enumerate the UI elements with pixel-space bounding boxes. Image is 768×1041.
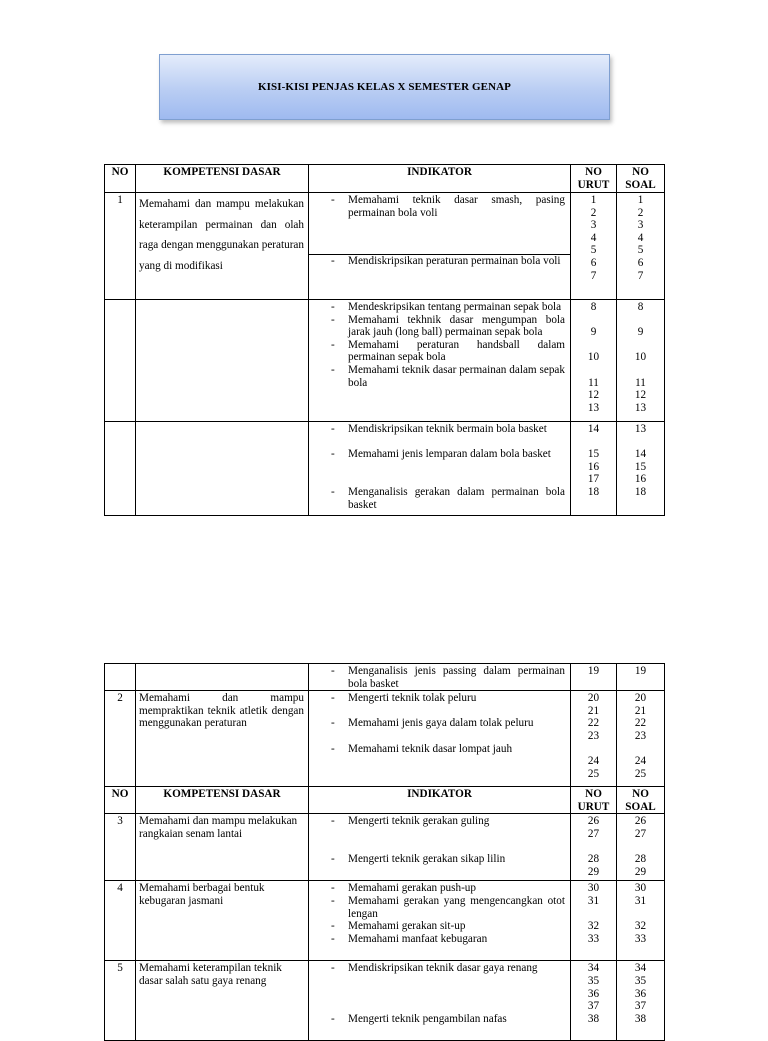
no-urut-cell xyxy=(571,691,617,787)
no-soal-value: 16 xyxy=(634,473,647,486)
spacer xyxy=(309,828,570,841)
no-urut-cell xyxy=(571,881,617,961)
no-soal-value: 12 xyxy=(634,389,647,402)
no-soal-value: 2 xyxy=(637,206,644,219)
no-soal-value: 27 xyxy=(634,827,647,840)
no-urut-value: 3 xyxy=(590,219,597,232)
indikator-cell xyxy=(309,300,571,422)
spacer xyxy=(309,975,570,988)
no-urut-value xyxy=(571,339,616,352)
indikator-item: - Mendiskripsikan teknik dasar gaya renang xyxy=(309,962,570,975)
no-urut-value xyxy=(571,908,616,921)
no-urut-value: 4 xyxy=(590,231,597,244)
indikator-item: - Memahami manfaat kebugaran xyxy=(309,933,570,946)
header-row xyxy=(105,787,665,814)
no-soal-value: 25 xyxy=(634,767,647,780)
no-urut-cell xyxy=(571,193,617,300)
spacer xyxy=(309,1000,570,1013)
no-soal-value: 23 xyxy=(634,729,647,742)
indikator-item: - Memahami peraturan handsball dalam permainan sepak bola xyxy=(309,339,570,364)
indikator-item: - Mendiskripsikan teknik bermain bola basket xyxy=(309,423,570,436)
indikator-item: - Memahami teknik dasar permainan dalam sepak bola xyxy=(309,364,570,389)
no-soal-value: 31 xyxy=(634,894,647,907)
no-soal-value: 38 xyxy=(634,1012,647,1025)
no-urut-value xyxy=(571,841,616,854)
no-soal-value: 13 xyxy=(634,401,647,414)
header-row xyxy=(105,165,665,193)
no-urut-value: 14 xyxy=(587,423,600,435)
no-urut-value: 33 xyxy=(587,932,600,945)
no-soal-value xyxy=(617,339,664,352)
no-urut-value: 8 xyxy=(590,301,597,313)
indikator-cell xyxy=(309,814,571,881)
indikator-item: - Memahami teknik dasar smash, pasing permainan bola voli xyxy=(309,194,570,219)
no-urut-value: 17 xyxy=(587,473,600,486)
no-urut-value: 13 xyxy=(587,401,600,414)
no-urut-value xyxy=(571,743,616,756)
kompetensi-cell: Memahami dan mampu mempraktikan teknik atletik dengan menggunakan peraturan xyxy=(136,691,309,787)
no-soal-value xyxy=(617,314,664,327)
no-urut-value: 15 xyxy=(587,448,600,461)
indikator-item: - Memahami gerakan push-up xyxy=(309,882,570,895)
no-soal-value: 4 xyxy=(637,231,644,244)
indikator-item: - Memahami gerakan sit-up xyxy=(309,920,570,933)
indikator-cell xyxy=(309,961,571,1041)
indikator-item: - Mengerti teknik gerakan sikap lilin xyxy=(309,853,570,866)
no-soal-value: 30 xyxy=(634,882,647,895)
indikator-item: - Mengerti teknik gerakan guling xyxy=(309,815,570,828)
spacer xyxy=(309,461,570,474)
no-urut-value: 7 xyxy=(590,269,597,282)
no-urut-value: 21 xyxy=(587,704,600,717)
no-soal-value: 18 xyxy=(634,485,647,498)
header-indikator: INDIKATOR xyxy=(309,787,571,814)
no-soal-value: 11 xyxy=(635,376,646,389)
header-no-soal: NO SOAL xyxy=(617,165,665,193)
header-no: NO xyxy=(105,787,136,814)
no-soal-value: 29 xyxy=(634,865,647,878)
no-soal-value xyxy=(617,841,664,854)
no-urut-value: 29 xyxy=(587,865,600,878)
title-box xyxy=(159,54,610,120)
no-urut-value: 12 xyxy=(587,389,600,402)
no-soal-cell xyxy=(617,300,665,422)
indikator-cell xyxy=(309,193,571,300)
table-row xyxy=(105,691,665,787)
no-soal-value: 6 xyxy=(637,256,644,269)
no-soal-value: 24 xyxy=(634,755,647,768)
no-soal-value: 34 xyxy=(634,962,647,975)
no-urut-value: 1 xyxy=(590,194,597,206)
no-soal-value xyxy=(617,743,664,756)
indikator-item: - Mengerti teknik pengambilan nafas xyxy=(309,1013,570,1026)
kisi-table-1 xyxy=(104,164,665,516)
no-soal-value: 33 xyxy=(634,932,647,945)
spacer xyxy=(309,988,570,1001)
no-urut-value: 30 xyxy=(587,882,600,895)
kisi-table-2 xyxy=(104,663,665,1041)
no-urut-value: 9 xyxy=(590,326,597,339)
indikator-item: - Memahami teknik dasar lompat jauh xyxy=(309,743,570,756)
table-row xyxy=(105,814,665,881)
row-number: 3 xyxy=(105,814,136,881)
no-urut-value: 34 xyxy=(587,962,600,975)
kompetensi-cell xyxy=(136,664,309,691)
indikator-cell xyxy=(309,664,571,691)
no-soal-value: 26 xyxy=(634,815,647,828)
header-no-soal: NO SOAL xyxy=(617,787,665,814)
table-row xyxy=(105,422,665,516)
indikator-item: - Memahami jenis gaya dalam tolak peluru xyxy=(309,717,570,730)
spacer xyxy=(309,841,570,854)
indikator-item: - Mengerti teknik tolak peluru xyxy=(309,692,570,705)
header-no-urut: NO URUT xyxy=(571,787,617,814)
row-number: 5 xyxy=(105,961,136,1041)
no-urut-value: 36 xyxy=(587,987,600,1000)
no-urut-value: 31 xyxy=(587,894,600,907)
no-urut-value: 35 xyxy=(587,974,600,987)
indikator-cell xyxy=(309,422,571,516)
row-number xyxy=(105,300,136,422)
no-soal-value: 3 xyxy=(637,219,644,232)
spacer xyxy=(309,730,570,743)
spacer xyxy=(309,705,570,718)
no-soal-value xyxy=(617,908,664,921)
kompetensi-cell xyxy=(136,422,309,516)
row-number: 2 xyxy=(105,691,136,787)
no-urut-value: 26 xyxy=(587,815,600,828)
kompetensi-cell: Memahami berbagai bentuk kebugaran jasmani xyxy=(136,881,309,961)
no-urut-value: 24 xyxy=(587,755,600,768)
no-soal-value: 15 xyxy=(634,460,647,473)
indikator-item: - Memahami tekhnik dasar mengumpan bola jarak jauh (long ball) permainan sepak bola xyxy=(309,314,570,339)
indikator-item: - Memahami gerakan yang mengencangkan otot lengan xyxy=(309,895,570,920)
no-soal-cell xyxy=(617,422,665,516)
no-soal-cell xyxy=(617,193,665,300)
no-soal-cell xyxy=(617,881,665,961)
no-soal-value: 8 xyxy=(637,301,644,313)
no-urut-value: 11 xyxy=(588,376,599,389)
no-urut-value: 6 xyxy=(590,256,597,269)
indikator-item: - Menganalisis gerakan dalam permainan bola basket xyxy=(309,486,570,511)
no-soal-value xyxy=(617,436,664,449)
indikator-item: - Menganalisis jenis passing dalam permainan bola basket xyxy=(309,665,570,690)
no-urut-cell xyxy=(571,814,617,881)
indikator-item: - Mendiskripsikan peraturan permainan bola voli xyxy=(309,255,570,268)
no-soal-value: 21 xyxy=(634,704,647,717)
no-urut-value: 5 xyxy=(590,244,597,257)
header-no-urut: NO URUT xyxy=(571,165,617,193)
no-urut-cell: 19 xyxy=(571,664,617,691)
no-urut-cell xyxy=(571,961,617,1041)
no-soal-value: 13 xyxy=(634,423,647,435)
no-urut-value: 2 xyxy=(590,206,597,219)
no-urut-value: 18 xyxy=(587,485,600,498)
no-soal-value: 28 xyxy=(634,853,647,866)
row-number xyxy=(105,664,136,691)
header-indikator: INDIKATOR xyxy=(309,165,571,193)
no-soal-value: 37 xyxy=(634,1000,647,1013)
no-soal-value xyxy=(617,364,664,377)
no-soal-value: 22 xyxy=(634,717,647,730)
no-soal-cell xyxy=(617,691,665,787)
no-soal-value: 1 xyxy=(637,194,644,206)
indikator-item: - Mendeskripsikan tentang permainan sepak bola xyxy=(309,301,570,314)
table-row xyxy=(105,300,665,422)
table-row xyxy=(105,664,665,691)
no-soal-value: 36 xyxy=(634,987,647,1000)
no-urut-value xyxy=(571,436,616,449)
no-soal-value: 7 xyxy=(637,269,644,282)
table-row xyxy=(105,881,665,961)
no-soal-value: 32 xyxy=(634,920,647,933)
kompetensi-cell: Memahami keterampilan teknik dasar salah satu gaya renang xyxy=(136,961,309,1041)
no-urut-value: 37 xyxy=(587,1000,600,1013)
kompetensi-cell: Memahami dan mampu melakukan keterampilan permainan dan olah raga dengan menggunakan peraturan yang di modifikasi xyxy=(136,193,309,300)
kompetensi-cell: Memahami dan mampu melakukan rangkaian senam lantai xyxy=(136,814,309,881)
no-urut-value: 27 xyxy=(587,827,600,840)
no-soal-cell xyxy=(617,814,665,881)
header-kompetensi: KOMPETENSI DASAR xyxy=(136,787,309,814)
table-row xyxy=(105,193,665,300)
row-number: 4 xyxy=(105,881,136,961)
no-soal-value: 10 xyxy=(634,351,647,364)
no-urut-value: 38 xyxy=(587,1012,600,1025)
no-urut-cell xyxy=(571,422,617,516)
page-title: KISI-KISI PENJAS KELAS X SEMESTER GENAP xyxy=(258,81,511,93)
indikator-item: - Memahami jenis lemparan dalam bola basket xyxy=(309,448,570,461)
header-no: NO xyxy=(105,165,136,193)
no-urut-value xyxy=(571,314,616,327)
indikator-cell xyxy=(309,691,571,787)
no-soal-value: 5 xyxy=(637,244,644,257)
no-soal-cell xyxy=(617,961,665,1041)
no-urut-value: 28 xyxy=(587,853,600,866)
no-urut-value: 25 xyxy=(587,767,600,780)
kompetensi-cell xyxy=(136,300,309,422)
no-soal-value: 14 xyxy=(634,448,647,461)
no-urut-value: 20 xyxy=(587,692,600,705)
no-soal-value: 20 xyxy=(634,692,647,705)
no-urut-cell xyxy=(571,300,617,422)
no-soal-value: 9 xyxy=(637,326,644,339)
no-urut-value: 16 xyxy=(587,460,600,473)
spacer xyxy=(309,473,570,486)
no-urut-value: 10 xyxy=(587,351,600,364)
table-row xyxy=(105,961,665,1041)
no-urut-value xyxy=(571,364,616,377)
no-soal-value: 35 xyxy=(634,974,647,987)
no-urut-value: 32 xyxy=(587,920,600,933)
row-number: 1 xyxy=(105,193,136,300)
row-number xyxy=(105,422,136,516)
indikator-cell xyxy=(309,881,571,961)
spacer xyxy=(309,436,570,449)
no-soal-cell: 19 xyxy=(617,664,665,691)
header-kompetensi: KOMPETENSI DASAR xyxy=(136,165,309,193)
no-urut-value: 22 xyxy=(587,717,600,730)
no-urut-value: 23 xyxy=(587,729,600,742)
